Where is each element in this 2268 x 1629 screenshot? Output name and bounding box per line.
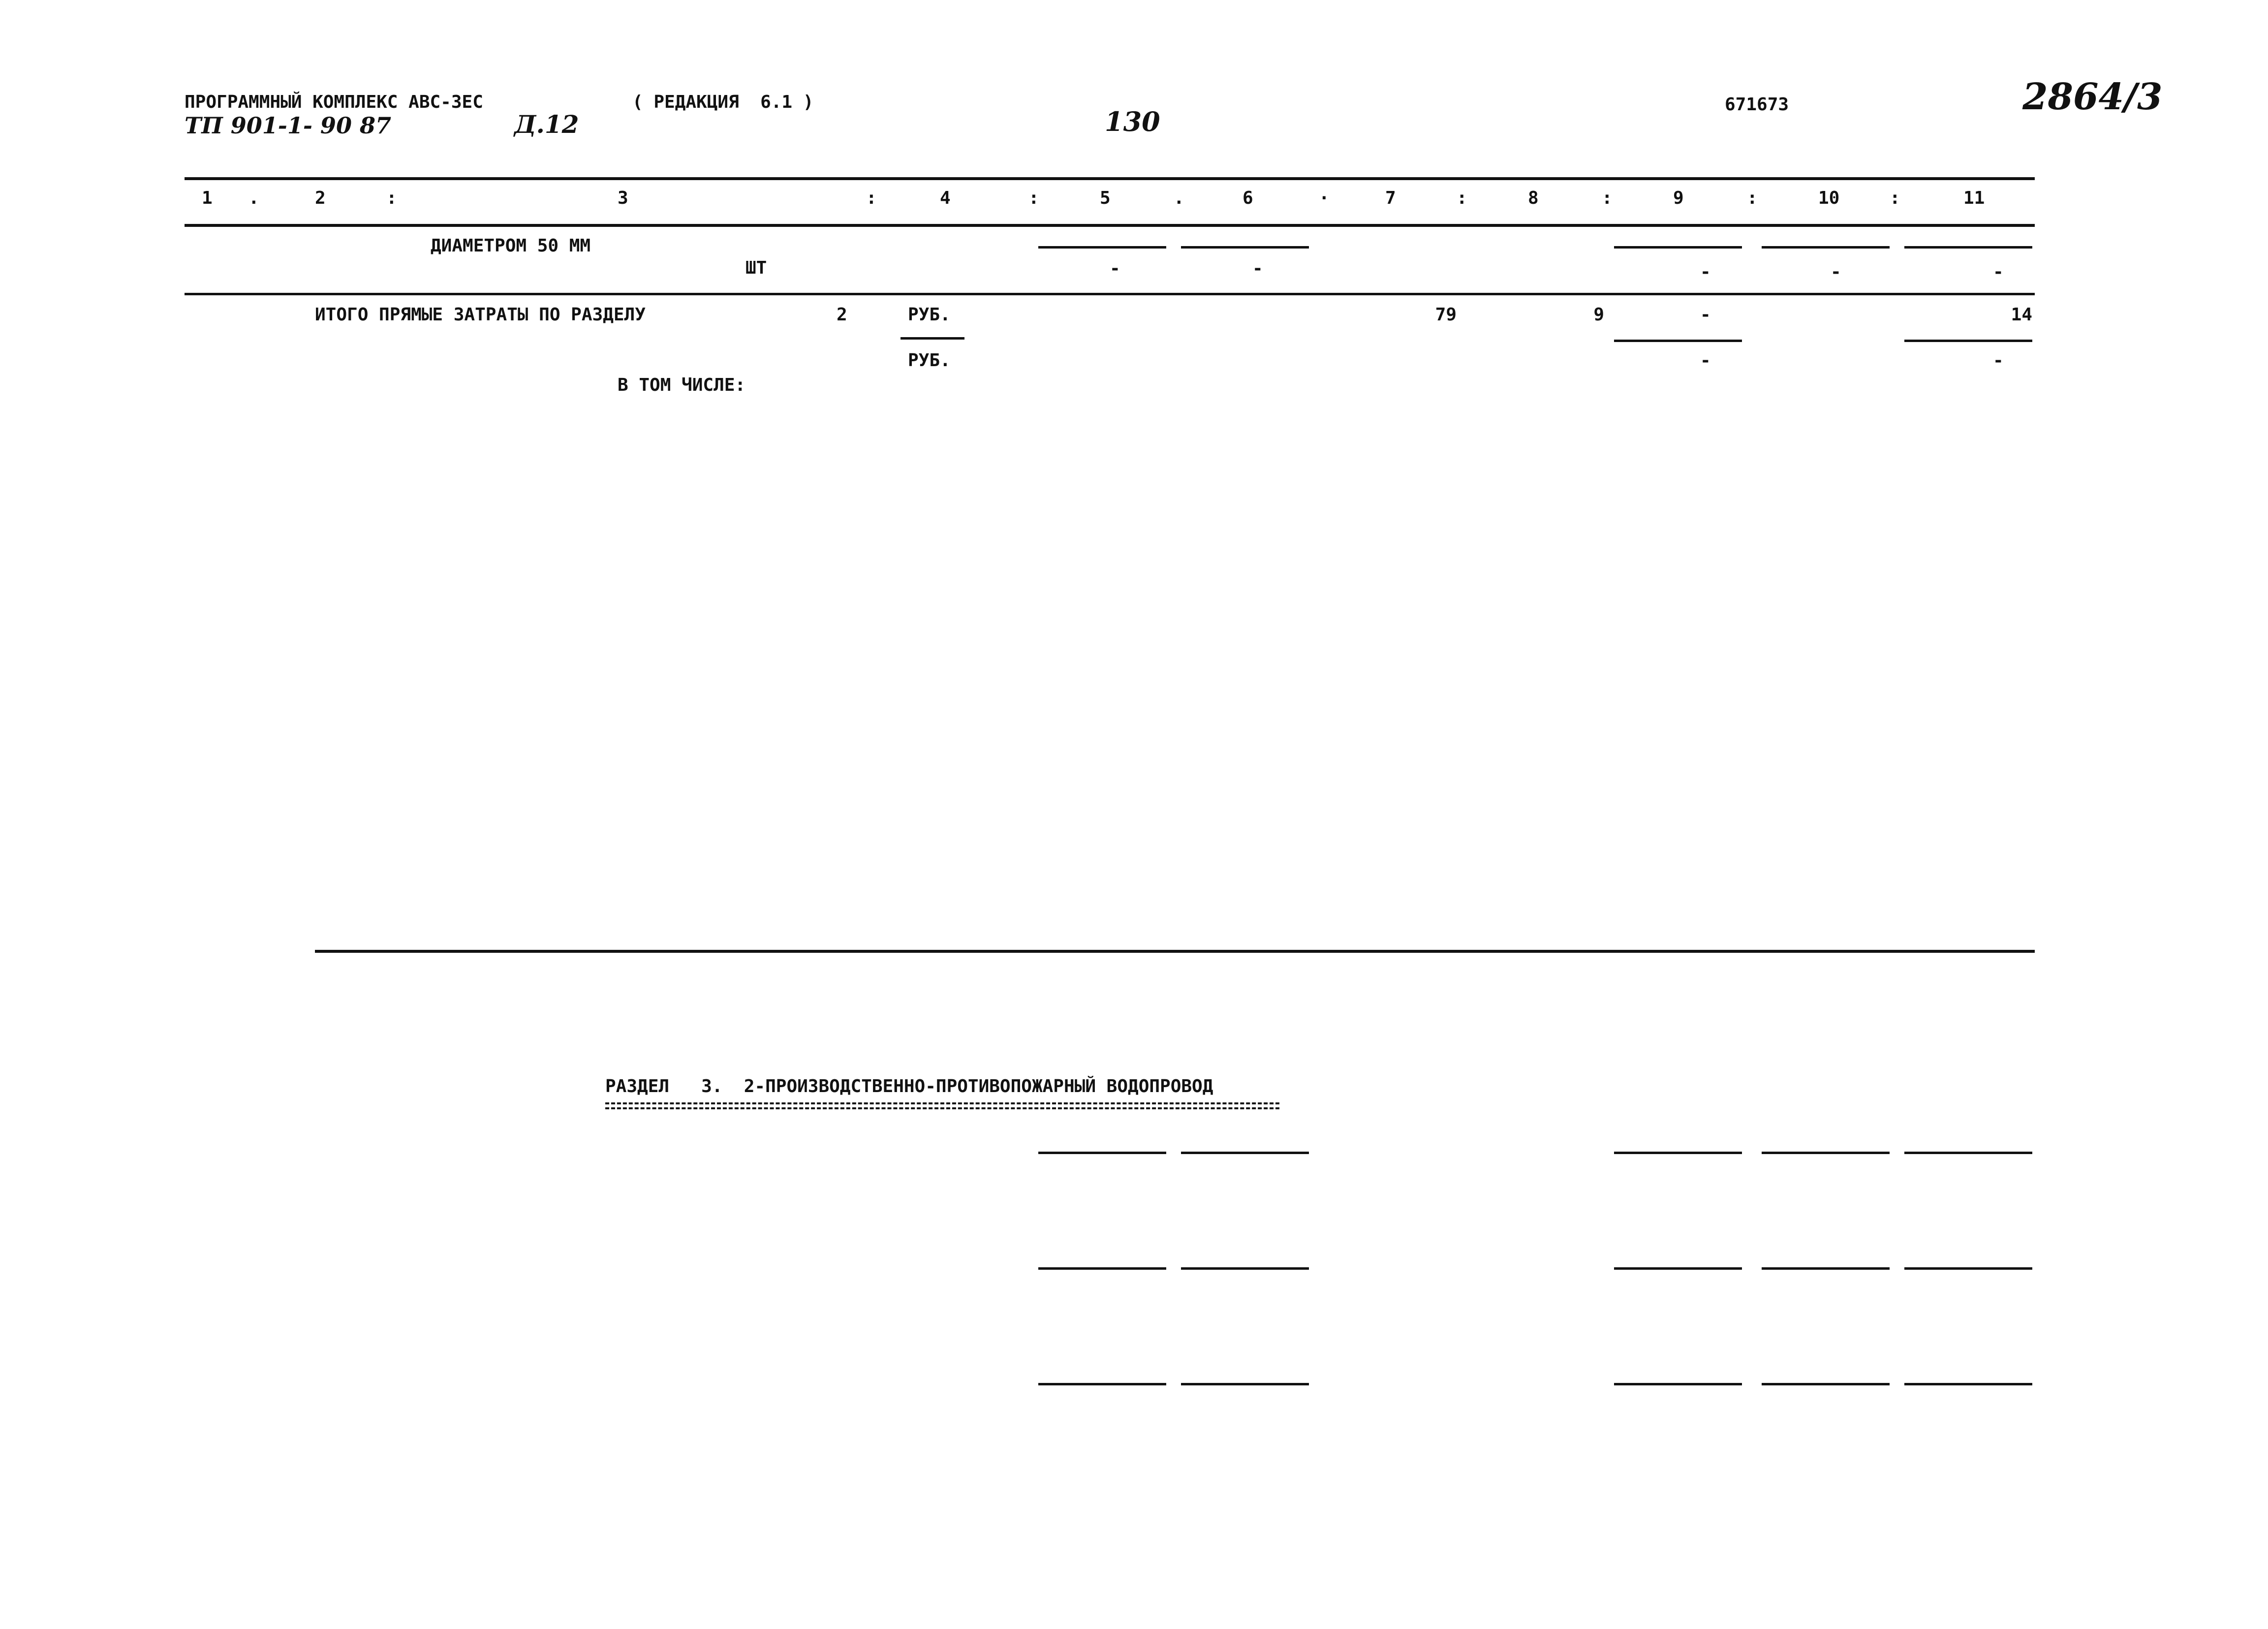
- column-separator: .: [249, 188, 259, 208]
- column-separator: ·: [1319, 188, 1330, 208]
- edition-label: ( РЕДАКЦИЯ 6.1 ): [632, 92, 814, 112]
- column-number: 1: [202, 188, 213, 208]
- column-number: 7: [1385, 188, 1396, 208]
- column-separator: :: [1890, 188, 1900, 208]
- column-separator: :: [1457, 188, 1467, 208]
- dash-cell: -: [1993, 350, 2004, 371]
- rule: [1038, 246, 1166, 249]
- column-number: 10: [1818, 188, 1840, 208]
- rule: [1614, 1152, 1742, 1154]
- sheet-number: 2864/3: [2022, 76, 2163, 118]
- column-number: 4: [940, 188, 951, 208]
- page-number: 130: [1105, 106, 1160, 137]
- column-number: 9: [1673, 188, 1684, 208]
- rule: [1181, 1267, 1309, 1270]
- rule: [1904, 1267, 2032, 1270]
- rule: [1762, 246, 1890, 249]
- column-number: 6: [1243, 188, 1253, 208]
- document-number: 671673: [1725, 94, 1789, 115]
- rule: [1614, 1267, 1742, 1270]
- column-separator: :: [386, 188, 397, 208]
- rule: [1614, 340, 1742, 342]
- rule: [1038, 1152, 1166, 1154]
- rub-sub: РУБ.: [908, 350, 951, 371]
- itogo-direct-c8: 9: [1593, 305, 1604, 325]
- rule: [1904, 246, 2032, 249]
- rule: [1614, 1383, 1742, 1385]
- section-3-title: РАЗДЕЛ 3. 2-ПРОИЗВОДСТВЕННО-ПРОТИВОПОЖАРНЫЙ ВОДОПРОВОД: [605, 1076, 1213, 1096]
- column-number: 5: [1100, 188, 1111, 208]
- rule: [1904, 340, 2032, 342]
- dash-cell: -: [1700, 262, 1711, 282]
- rule: [1762, 1152, 1890, 1154]
- header-rule-bottom: [185, 224, 2035, 227]
- column-separator: :: [1602, 188, 1613, 208]
- itogo-direct-num: 2: [837, 305, 847, 325]
- unit-sht: ШТ: [746, 258, 767, 278]
- v-tom-chisle: В ТОМ ЧИСЛЕ:: [618, 375, 746, 395]
- section-3-underline: [605, 1102, 1279, 1109]
- rule: [1762, 1267, 1890, 1270]
- rule: [1181, 246, 1309, 249]
- rule: [1762, 1383, 1890, 1385]
- dash-cell: -: [1252, 258, 1263, 279]
- rule: [901, 337, 964, 340]
- album-code: Д.12: [514, 110, 579, 139]
- rule: [1181, 1383, 1309, 1385]
- itogo-direct-c9: -: [1700, 305, 1711, 325]
- dash-cell: -: [1700, 350, 1711, 371]
- rule: [315, 950, 2035, 953]
- header-rule-top: [185, 177, 2035, 180]
- rule: [1904, 1383, 2032, 1385]
- column-separator: :: [866, 188, 877, 208]
- rule: [185, 293, 2035, 295]
- rule: [1614, 246, 1742, 249]
- column-number: 2: [315, 188, 326, 208]
- column-number: 3: [618, 188, 628, 208]
- column-separator: :: [1028, 188, 1039, 208]
- column-number: 11: [1963, 188, 1985, 208]
- dash-cell: -: [1993, 262, 2004, 282]
- rule: [1904, 1152, 2032, 1154]
- dash-cell: -: [1110, 258, 1120, 279]
- rule: [1181, 1152, 1309, 1154]
- dash-cell: -: [1831, 262, 1841, 282]
- rule: [1038, 1383, 1166, 1385]
- column-number: 8: [1528, 188, 1539, 208]
- column-separator: .: [1174, 188, 1184, 208]
- itogo-direct-c7: 79: [1435, 305, 1457, 325]
- itogo-direct-unit: РУБ.: [908, 305, 951, 325]
- rule: [1038, 1267, 1166, 1270]
- itogo-direct-label: ИТОГО ПРЯМЫЕ ЗАТРАТЫ ПО РАЗДЕЛУ: [315, 305, 646, 325]
- program-title: ПРОГРАММНЫЙ КОМПЛЕКС АВС-3ЕС: [185, 92, 483, 112]
- tp-code: ТП 901-1- 90 87: [185, 112, 391, 139]
- itogo-direct-c11: 14: [2011, 305, 2032, 325]
- column-separator: :: [1747, 188, 1758, 208]
- diameter-text: ДИАМЕТРОМ 50 ММ: [431, 236, 591, 256]
